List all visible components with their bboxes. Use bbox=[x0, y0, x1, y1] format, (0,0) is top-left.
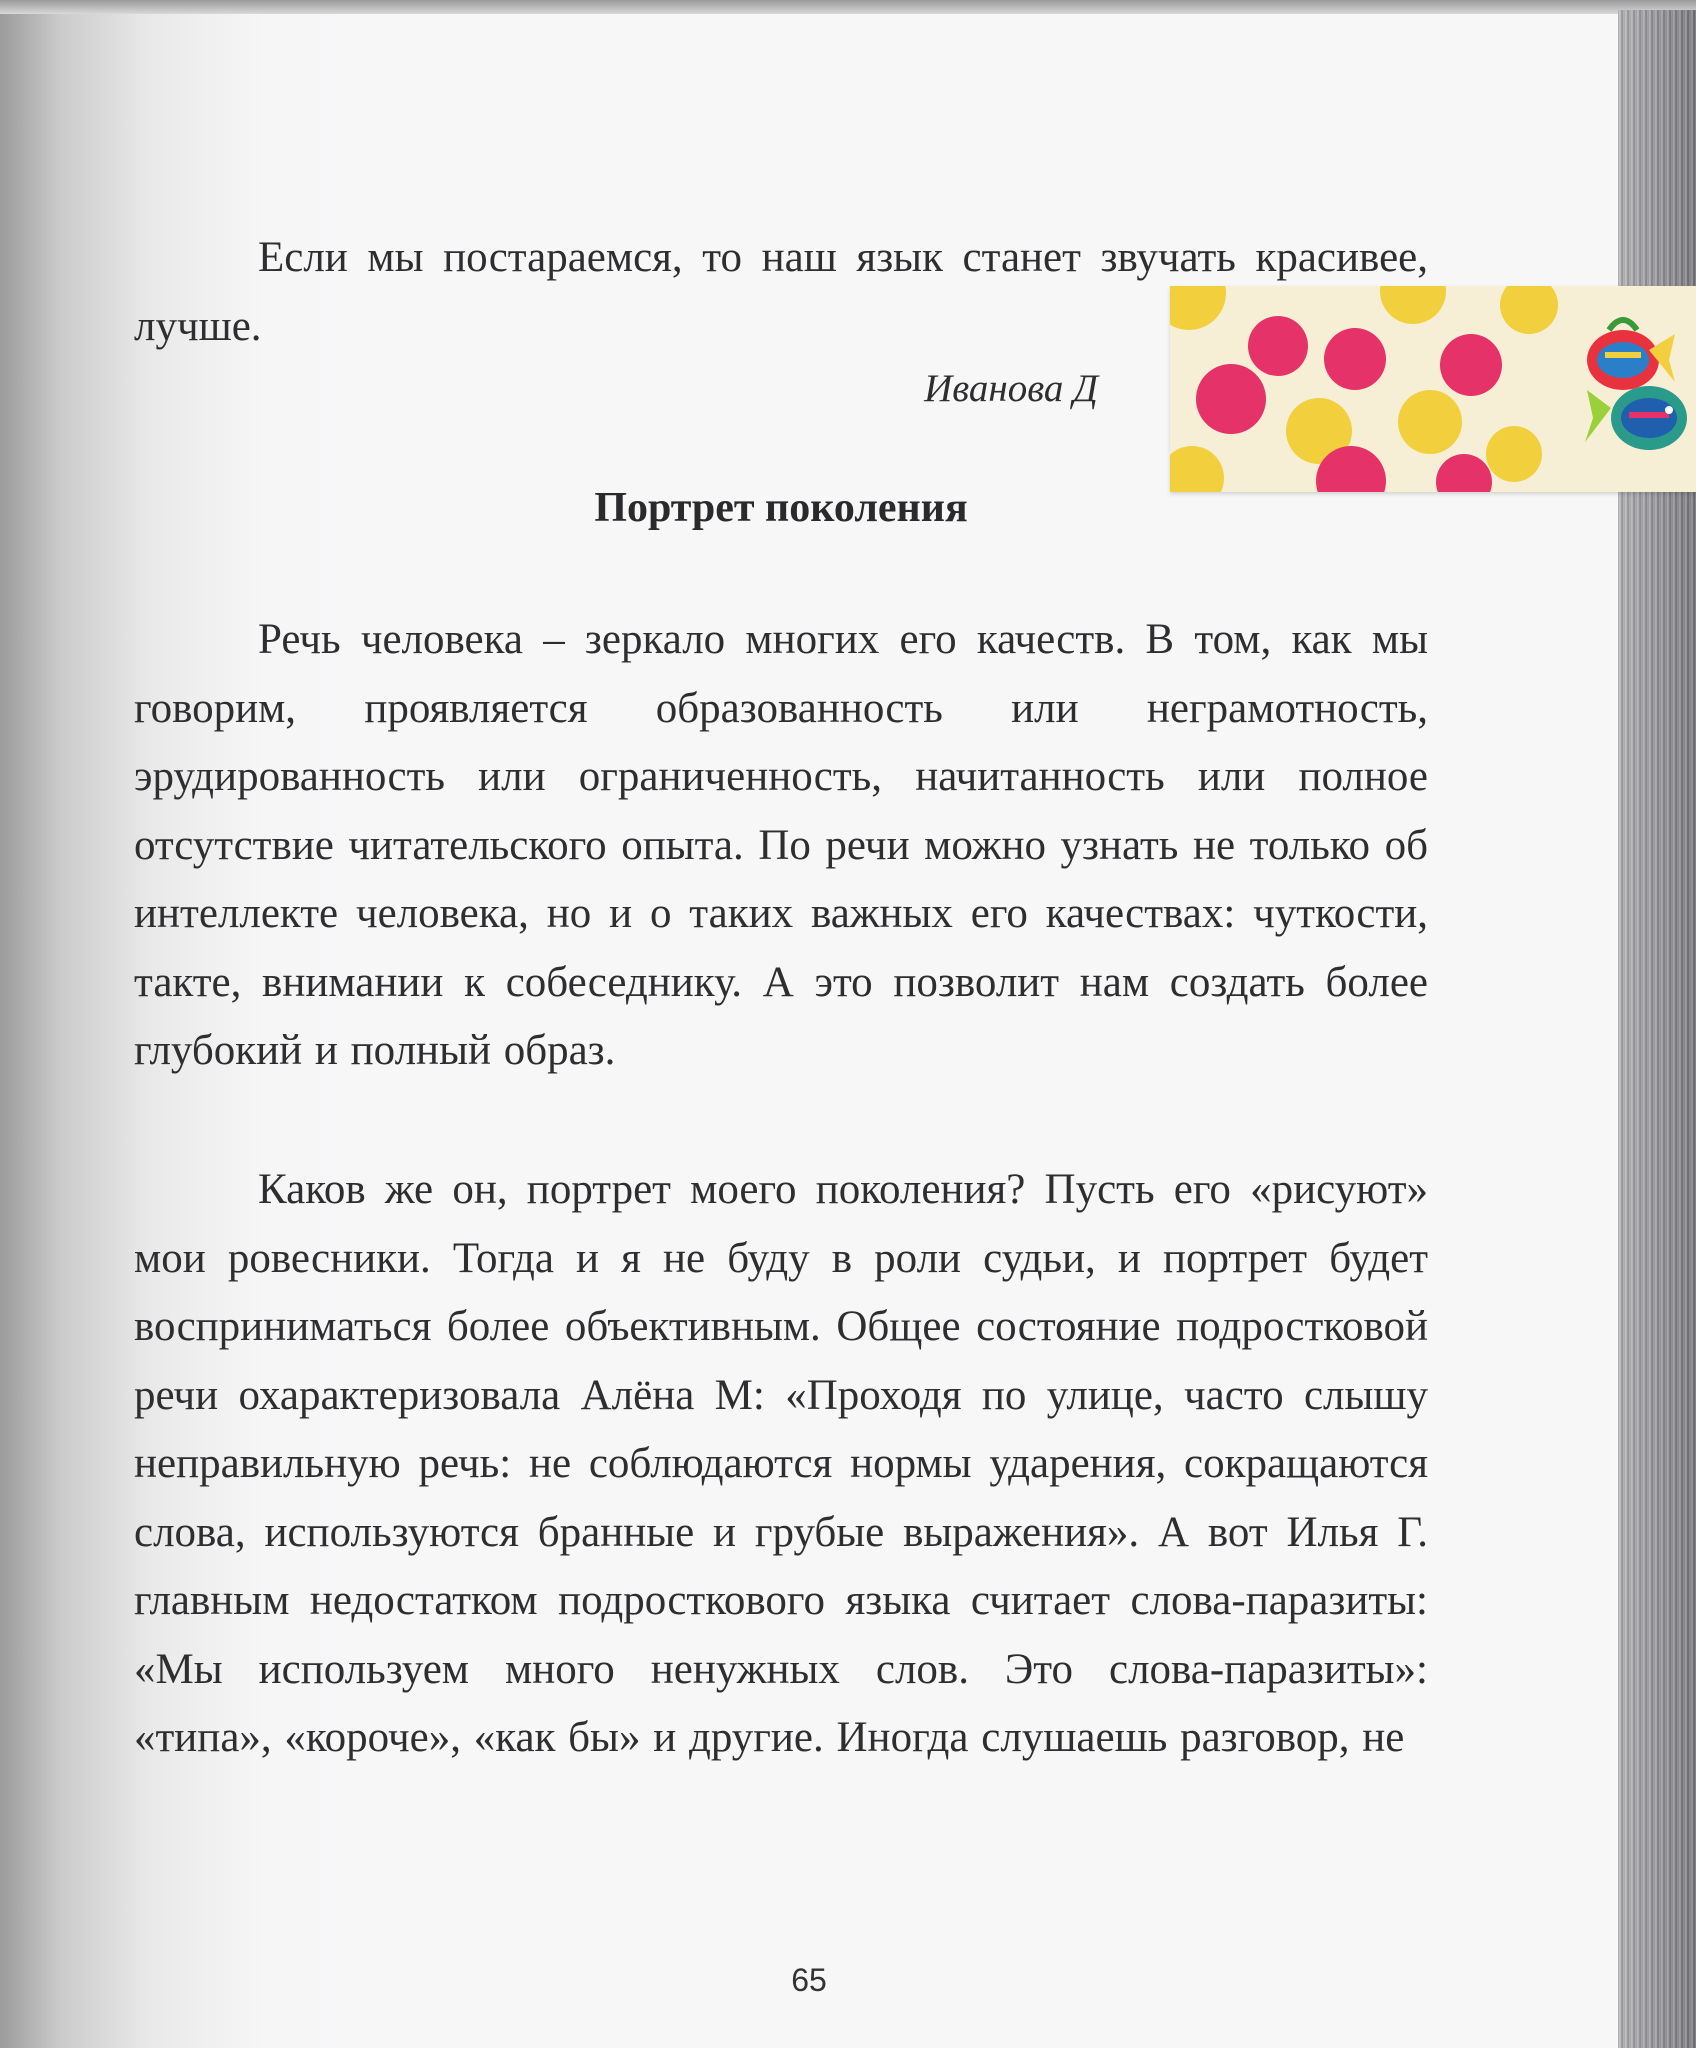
pink-dot bbox=[1196, 364, 1266, 434]
yellow-dot bbox=[1380, 286, 1446, 324]
paragraph-speech-mirror: Речь человека – зеркало многих его качеств. В том, как мы говорим, проявляется образованность или неграмотность, эрудированность или ограниченность, начитанность или полное отсутствие читательского опыта. По речи можно узнать не только об интеллекте человека, но и о таких важных его качествах: чуткости, такте, внимании к собеседнику. А это позволит нам создать более глубокий и полный образ. bbox=[134, 616, 1428, 1074]
yellow-dot bbox=[1170, 286, 1226, 330]
pink-dot bbox=[1436, 454, 1492, 492]
section-title: Портрет поколения bbox=[594, 485, 968, 531]
page-top-edge bbox=[0, 0, 1696, 14]
pink-dot bbox=[1248, 316, 1308, 376]
yellow-dot bbox=[1500, 286, 1558, 334]
author-signature: Иванова Д bbox=[924, 367, 1098, 410]
polka-dot-bookmark[interactable] bbox=[1170, 286, 1696, 492]
yellow-dot bbox=[1170, 446, 1224, 492]
paragraph-intro: Если мы постараемся, то наш язык станет звучать красивее, лучше. bbox=[134, 234, 1428, 350]
fish-sticker-icon bbox=[1565, 290, 1695, 480]
pink-dot bbox=[1324, 328, 1386, 390]
pink-dot bbox=[1440, 334, 1502, 396]
yellow-dot bbox=[1398, 390, 1462, 454]
paragraph-generation-portrait: Каков же он, портрет моего поколения? Пусть его «рисуют» мои ровесники. Тогда и я не буду в роли судьи, и портрет будет восприниматься более объективным. Общее состояние подростковой речи охарактеризовала Алёна М: «Проходя по улице, часто слышу неправильную речь: не соблюдаются нормы ударения, сокращаются слова, используются бранные и грубые выражения». А вот Илья Г. главным недостатком подросткового языка считает слова-паразиты: «Мы используем много ненужных слов. Это слова-паразиты»: «типа», «короче», «как бы» и другие. Иногда слушаешь разговор, не bbox=[134, 1166, 1428, 1761]
page-number: 65 bbox=[791, 1962, 827, 1998]
yellow-dot bbox=[1486, 426, 1542, 482]
